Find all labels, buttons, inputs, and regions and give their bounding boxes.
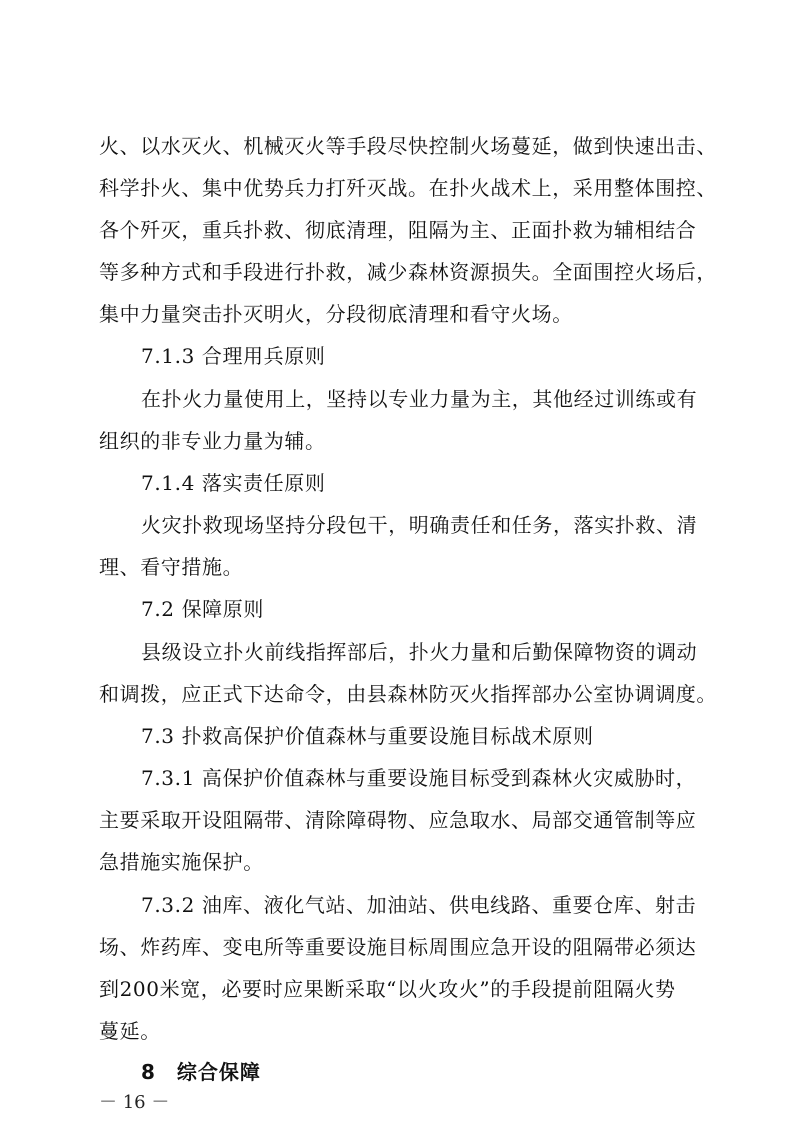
paragraph-line: 7.3.1 高保护价值森林与重要设施目标受到森林火灾威胁时， (141, 766, 697, 790)
paragraph-line: 火灾扑救现场坚持分段包干，明确责任和任务，落实扑救、清 (141, 513, 698, 537)
paragraph-line: 集中力量突击扑灭明火，分段彻底清理和看守火场。 (99, 302, 573, 326)
paragraph-line: 和调拨，应正式下达命令，由县森林防灭火指挥部办公室协调调度。 (99, 682, 717, 706)
page-number: － 16 － (99, 1092, 170, 1113)
paragraph-line: 理、看守措施。 (99, 555, 244, 579)
paragraph-line: 到200米宽，必要时应果断采取“以火攻火”的手段提前阻隔火势 (99, 977, 676, 1001)
paragraph-line: 7.3.2 油库、液化气站、加油站、供电线路、重要仓库、射击 (141, 893, 697, 917)
section-heading-7-3: 7.3 扑救高保护价值森林与重要设施目标战术原则 (141, 724, 594, 748)
section-heading-7-2: 7.2 保障原则 (141, 597, 264, 621)
paragraph-line: 各个歼灭，重兵扑救、彻底清理，阻隔为主、正面扑救为辅相结合 (99, 218, 697, 242)
paragraph-line: 主要采取开设阻隔带、清除障碍物、应急取水、局部交通管制等应 (99, 808, 697, 832)
paragraph-line: 等多种方式和手段进行扑救，减少森林资源损失。全面围控火场后， (99, 260, 717, 284)
paragraph-line: 在扑火力量使用上，坚持以专业力量为主，其他经过训练或有 (141, 387, 698, 411)
paragraph-line: 蔓延。 (99, 1019, 161, 1043)
section-heading-7-1-3: 7.1.3 合理用兵原则 (141, 344, 326, 368)
paragraph-line: 火、以水灭火、机械灭火等手段尽快控制火场蔓延，做到快速出击、 (99, 134, 717, 158)
paragraph-line: 组织的非专业力量为辅。 (99, 429, 326, 453)
paragraph-line: 急措施实施保护。 (99, 850, 264, 874)
section-heading-8: 8 综合保障 (141, 1060, 261, 1084)
section-heading-7-1-4: 7.1.4 落实责任原则 (141, 471, 326, 495)
paragraph-line: 科学扑火、集中优势兵力打歼灭战。在扑火战术上，采用整体围控、 (99, 176, 717, 200)
paragraph-line: 场、炸药库、变电所等重要设施目标周围应急开设的阻隔带必须达 (99, 935, 697, 959)
paragraph-line: 县级设立扑火前线指挥部后，扑火力量和后勤保障物资的调动 (141, 640, 698, 664)
